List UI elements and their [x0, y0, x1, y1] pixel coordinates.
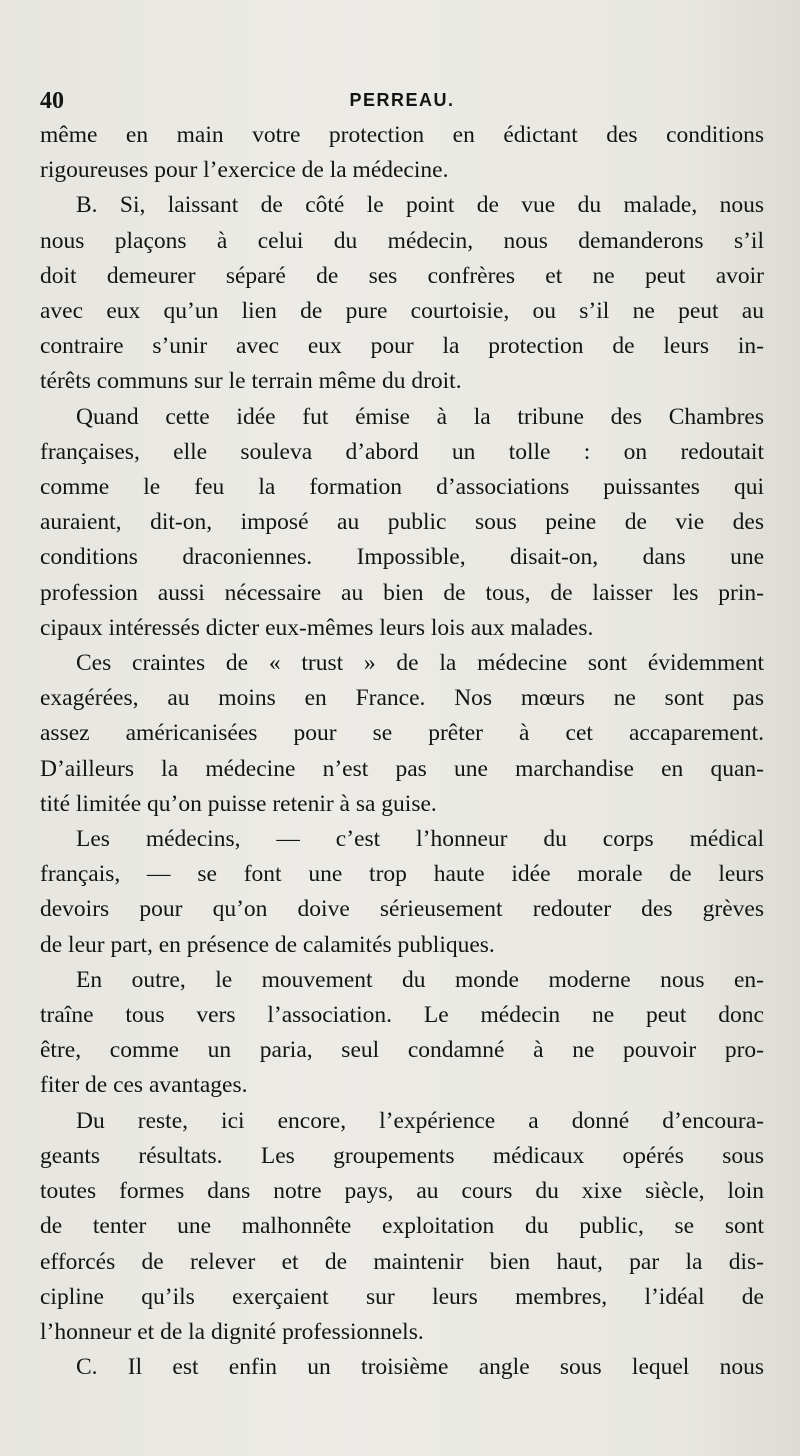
running-head: PERREAU. [349, 90, 455, 110]
text-line: auraient, dit-on, imposé au public sous peine de vie des [40, 509, 764, 536]
text-line: comme le feu la formation d’associations puissantes qui [40, 474, 764, 501]
text-line: tité limitée qu’on puisse retenir à sa guise. [40, 790, 437, 817]
text-line: profession aussi nécessaire au bien de tous, de laisser les prin- [40, 579, 764, 606]
text-line: nous plaçons à celui du médecin, nous demanderons s’il [40, 227, 764, 254]
text-line: de leur part, en présence de calamités publiques. [40, 931, 495, 958]
text-line: avec eux qu’un lien de pure courtoisie, ou s’il ne peut au [40, 298, 764, 325]
text-line: Les médecins, — c’est l’honneur du corps médical [76, 826, 764, 853]
text-line: cipaux intéressés dicter eux-mêmes leurs lois aux malades. [40, 614, 594, 641]
text-line: Quand cette idée fut émise à la tribune des Chambres [76, 403, 764, 430]
page-header [40, 82, 764, 118]
text-line: efforcés de relever et de maintenir bien haut, par la dis- [40, 1248, 764, 1275]
text-line: cipline qu’ils exerçaient sur leurs membres, l’idéal de [40, 1283, 764, 1310]
text-line: geants résultats. Les groupements médicaux opérés sous [40, 1142, 764, 1169]
text-line: contraire s’unir avec eux pour la protection de leurs in- [40, 333, 764, 360]
text-line: être, comme un paria, seul condamné à ne pouvoir pro- [40, 1037, 764, 1064]
text-line: assez américanisées pour se prêter à cet accaparement. [40, 720, 764, 747]
text-line: exagérées, au moins en France. Nos mœurs ne sont pas [40, 685, 764, 712]
text-line: traîne tous vers l’association. Le médecin ne peut donc [40, 1002, 764, 1029]
text-line: B. Si, laissant de côté le point de vue du malade, nous [76, 192, 764, 219]
page-number: 40 [40, 88, 64, 114]
text-line: D’ailleurs la médecine n’est pas une marchandise en quan- [40, 755, 764, 782]
text-line: doit demeurer séparé de ses confrères et ne peut avoir [40, 262, 764, 289]
text-line: Ces craintes de « trust » de la médecine sont évidemment [76, 650, 764, 677]
text-line: françaises, elle souleva d’abord un tolle : on redoutait [40, 438, 764, 465]
text-line: même en main votre protection en édictant des conditions [40, 122, 764, 148]
text-line: français, — se font une trop haute idée morale de leurs [40, 861, 764, 888]
text-line: térêts communs sur le terrain même du droit. [40, 368, 462, 395]
body-text [40, 118, 764, 1385]
text-line: toutes formes dans notre pays, au cours du xixe siècle, loin [40, 1178, 764, 1205]
text-line: l’honneur et de la dignité professionnels. [40, 1318, 424, 1345]
text-line: En outre, le mouvement du monde moderne nous en- [76, 966, 764, 993]
text-line: devoirs pour qu’on doive sérieusement redouter des grèves [40, 896, 764, 923]
text-line: rigoureuses pour l’exercice de la médecine. [40, 157, 449, 184]
text-line: conditions draconiennes. Impossible, disait-on, dans une [40, 544, 764, 571]
text-line: Du reste, ici encore, l’expérience a donné d’encoura- [76, 1107, 764, 1134]
text-line: fiter de ces avantages. [40, 1072, 248, 1099]
text-line: de tenter une malhonnête exploitation du public, se sont [40, 1213, 764, 1240]
text-line: C. Il est enfin un troisième angle sous lequel nous [76, 1354, 764, 1381]
